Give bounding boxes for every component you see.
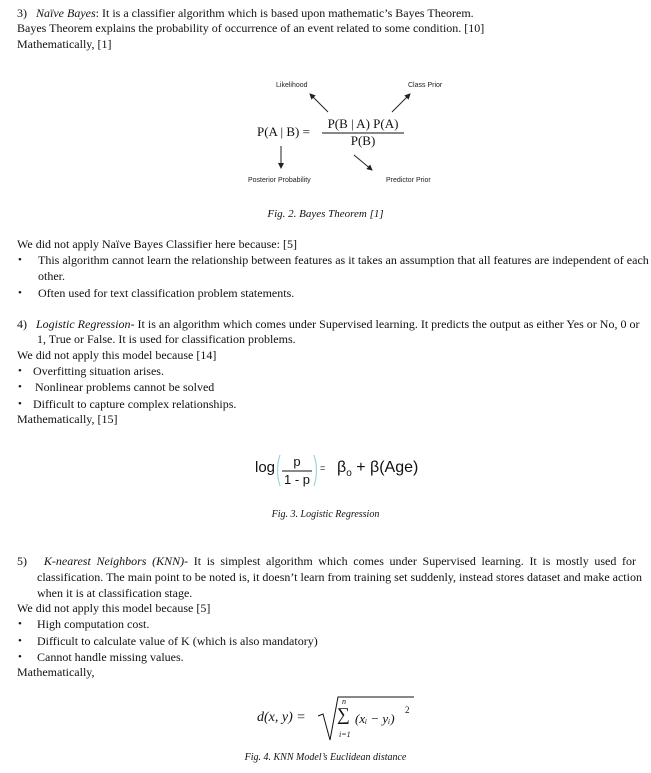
class-prior-label: Class Prior: [408, 82, 443, 89]
list-item: Often used for text classification problem statements.: [38, 286, 295, 300]
bullet-icon: •: [18, 381, 22, 393]
paragraph-line: Mathematically, [1]: [17, 37, 112, 51]
paragraph-line: Bayes Theorem explains the probability of occurrence of an event related to some condition. [10]: [17, 21, 485, 35]
bullet-icon: •: [18, 254, 22, 266]
section-number: 5): [17, 554, 27, 568]
paragraph-line: We did not apply Naïve Bayes Classifier here because: [5]: [17, 237, 297, 251]
sum-symbol: ∑: [337, 704, 350, 724]
section-text: - It is simplest algorithm which comes under Supervised learning. It is mostly used for: [184, 554, 636, 568]
likelihood-label: Likelihood: [276, 82, 308, 89]
bayes-lhs: P(A | B) =: [257, 124, 310, 139]
euclid-term: (xᵢ − yᵢ): [355, 711, 395, 726]
euclid-lhs: d(x, y) =: [257, 710, 306, 725]
posterior-label: Posterior Probability: [248, 177, 311, 184]
figure-caption: Fig. 4. KNN Model’s Euclidean distance: [244, 752, 407, 763]
list-item: other.: [38, 269, 65, 283]
sum-lower-limit: i=1: [339, 730, 351, 739]
logit-left-paren: [278, 455, 281, 486]
paragraph-line: when it is at classification stage.: [37, 586, 193, 600]
paragraph-line: Mathematically, [15]: [17, 412, 118, 426]
list-item: Nonlinear problems cannot be solved: [35, 380, 215, 394]
bayes-denominator: P(B): [350, 133, 376, 148]
list-item: Cannot handle missing values.: [37, 650, 184, 664]
list-item: This algorithm cannot learn the relationship between features as it takes an assumption that all features are independent of each: [38, 253, 649, 267]
bullet-icon: •: [18, 398, 22, 410]
figure-caption: Fig. 2. Bayes Theorem [1]: [267, 208, 384, 220]
bullet-icon: •: [18, 651, 22, 663]
sum-upper-limit: n: [342, 697, 346, 706]
list-item: Difficult to calculate value of K (which is also mandatory): [37, 634, 318, 648]
bullet-icon: •: [18, 365, 22, 377]
paragraph-line: 1, True or False. It is used for classification problems.: [37, 332, 296, 346]
section-number: 4): [17, 317, 27, 331]
section-title: Logistic Regression: [36, 317, 131, 331]
predictor-prior-label: Predictor Prior: [386, 177, 431, 184]
logit-numerator: p: [293, 454, 301, 469]
logit-equals: =: [320, 463, 326, 473]
paragraph-line: We did not apply this model because [5]: [17, 601, 211, 615]
section-text: : It is a classifier algorithm which is based upon mathematic’s Bayes Theorem.: [95, 6, 474, 20]
bullet-icon: •: [18, 287, 22, 299]
beta-subscript: o: [346, 468, 352, 480]
figure-caption: Fig. 3. Logistic Regression: [271, 509, 380, 520]
bullet-icon: •: [18, 618, 22, 630]
bayes-numerator: P(B | A) P(A): [327, 116, 399, 131]
beta-symbol: β: [337, 459, 347, 476]
list-item: Difficult to capture complex relationships.: [33, 397, 237, 411]
arrow-predictor-prior: [354, 155, 372, 170]
bullet-icon: •: [18, 635, 22, 647]
sqrt-radical: [318, 697, 414, 740]
logit-right-paren: [314, 455, 317, 486]
arrow-class-prior: [392, 94, 410, 112]
list-item: Overfitting situation arises.: [33, 364, 164, 378]
section-text: - It is an algorithm which comes under Supervised learning. It predicts the output as either Yes or No, 0 or: [130, 317, 640, 331]
arrow-likelihood: [310, 94, 328, 112]
paragraph-line: Mathematically,: [17, 665, 95, 679]
section-title: Naïve Bayes: [36, 6, 96, 20]
logit-denominator: 1 - p: [283, 472, 310, 487]
paragraph-line: classification. The main point to be noted is, it doesn’t learn from training set suddenly, instead stores dataset and make action: [37, 570, 642, 584]
paragraph-line: We did not apply this model because [14]: [17, 348, 217, 362]
euclid-power: 2: [405, 705, 410, 715]
logit-log: log: [255, 459, 276, 476]
list-item: High computation cost.: [37, 617, 150, 631]
section-title: K-nearest Neighbors (KNN): [43, 554, 185, 568]
section-number: 3): [17, 6, 27, 20]
logit-rest: + β(Age): [356, 459, 419, 476]
